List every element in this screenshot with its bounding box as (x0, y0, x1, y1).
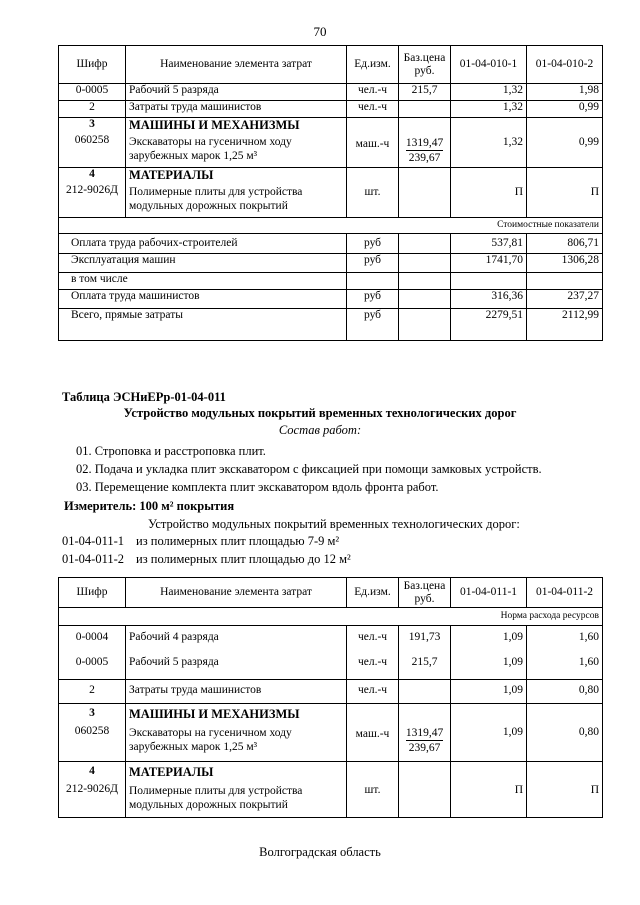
cost-label-row (59, 218, 603, 234)
cost-value-2 (527, 273, 603, 290)
header-col2: 01-04-011-2 (527, 578, 603, 608)
section-title: МАШИНЫ И МЕХАНИЗМЫ (129, 707, 300, 721)
table-row (59, 101, 603, 118)
cost-value-2: 806,71 (527, 234, 603, 254)
cost-unit: руб (347, 290, 399, 309)
cost-value-2: 237,27 (527, 290, 603, 309)
section-title: МАТЕРИАЛЫ (129, 765, 214, 779)
cost-unit: руб (347, 254, 399, 273)
composition-label: Состав работ: (278, 423, 362, 437)
row-value-2: 1,60 (527, 652, 603, 680)
work-step: 03. Перемещение комплекта плит экскаватором вдоль фронта работ. (76, 480, 439, 494)
machine-name: Экскаваторы на гусеничном ходу зарубежных марок 1,25 м³ (129, 136, 292, 162)
header-name: Наименование элемента затрат (126, 46, 347, 84)
machines-row (59, 704, 603, 762)
machine-price-top: 1319,47 (405, 727, 444, 739)
machine-unit: маш.-ч (347, 118, 399, 168)
row-value-1: 1,09 (451, 652, 527, 680)
header-price: Баз.цена руб. (399, 46, 451, 84)
cost-value-1: 2279,51 (451, 309, 527, 341)
row-unit: чел.-ч (347, 626, 399, 652)
material-name: Полимерные плиты для устройства модульных дорожных покрытий (129, 186, 303, 212)
header-col2: 01-04-010-2 (527, 46, 603, 84)
row-name: Рабочий 4 разряда (126, 626, 347, 652)
cost-row (59, 254, 603, 273)
header-unit: Ед.изм. (347, 46, 399, 84)
cost-value-2: 2112,99 (527, 309, 603, 341)
row-value-1: 1,09 (451, 680, 527, 704)
section-number: 3 (89, 707, 95, 719)
machine-price-bottom: 239,67 (408, 742, 441, 754)
row-code: 2 (59, 680, 126, 704)
cost-name: Оплата труда рабочих-строителей (59, 234, 347, 254)
row-price: 191,73 (399, 626, 451, 652)
cost-value-1: 537,81 (451, 234, 527, 254)
material-value-1: П (451, 168, 527, 218)
header-name: Наименование элемента затрат (126, 578, 347, 608)
variant-code: 01-04-011-1 (62, 534, 125, 548)
material-unit: шт. (347, 762, 399, 818)
table-header-row (59, 46, 603, 84)
section-number: 4 (89, 765, 95, 777)
materials-row (59, 168, 603, 218)
cost-unit: руб (347, 309, 399, 341)
machine-value-1: 1,32 (451, 118, 527, 168)
cost-name: Оплата труда машинистов (59, 290, 347, 309)
meter-label: Измеритель: 100 м² покрытия (64, 499, 235, 513)
cost-name: Эксплуатация машин (59, 254, 347, 273)
cost-value-2: 1306,28 (527, 254, 603, 273)
machines-row (59, 118, 603, 168)
header-unit: Ед.изм. (347, 578, 399, 608)
cost-row (59, 234, 603, 254)
machine-value-2: 0,99 (527, 118, 603, 168)
cost-unit (347, 273, 399, 290)
resource-table-2 (58, 577, 603, 818)
variants-intro: Устройство модульных покрытий временных технологических дорог: (148, 517, 520, 531)
table-row (59, 652, 603, 680)
cost-row (59, 290, 603, 309)
cost-name: Всего, прямые затраты (59, 309, 347, 341)
table-row (59, 84, 603, 101)
cost-value-1: 1741,70 (451, 254, 527, 273)
row-name: Рабочий 5 разряда (126, 84, 347, 101)
row-value-2: 1,98 (527, 84, 603, 101)
material-unit: шт. (347, 168, 399, 218)
row-value-2: 0,80 (527, 680, 603, 704)
row-unit: чел.-ч (347, 652, 399, 680)
row-value-2: 1,60 (527, 626, 603, 652)
machine-value-1: 1,09 (451, 704, 527, 762)
machine-code: 060258 (74, 725, 110, 737)
material-value-2: П (527, 168, 603, 218)
row-value-1: 1,32 (451, 101, 527, 118)
cost-value-1 (451, 273, 527, 290)
section-title: Устройство модульных покрытий временных технологических дорог (123, 406, 517, 420)
machine-value-2: 0,80 (527, 704, 603, 762)
row-name: Затраты труда машинистов (126, 101, 347, 118)
material-value-2: П (527, 762, 603, 818)
section-title: МАТЕРИАЛЫ (129, 168, 214, 182)
row-code: 0-0004 (59, 626, 126, 652)
norm-label: Норма расхода ресурсов (59, 608, 603, 626)
resource-table-1 (58, 45, 603, 341)
work-step: 02. Подача и укладка плит экскаватором с фиксацией при помощи замковых устройств. (76, 462, 542, 476)
material-name: Полимерные плиты для устройства модульных дорожных покрытий (129, 785, 303, 811)
row-unit: чел.-ч (347, 84, 399, 101)
materials-row (59, 762, 603, 818)
table-header-row (59, 578, 603, 608)
machine-unit: маш.-ч (347, 704, 399, 762)
work-step: 01. Строповка и расстроповка плит. (76, 444, 266, 458)
cost-row (59, 273, 603, 290)
row-price: 215,7 (399, 652, 451, 680)
header-col1: 01-04-010-1 (451, 46, 527, 84)
table-row (59, 626, 603, 652)
row-value-2: 0,99 (527, 101, 603, 118)
header-code: Шифр (59, 46, 126, 84)
table-row (59, 680, 603, 704)
row-unit: чел.-ч (347, 680, 399, 704)
row-name: Затраты труда машинистов (126, 680, 347, 704)
variant-code: 01-04-011-2 (62, 552, 125, 566)
norm-label-row (59, 608, 603, 626)
row-value-1: 1,32 (451, 84, 527, 101)
table-label: Таблица ЭСНиЕРр-01-04-011 (62, 390, 226, 404)
material-code: 212-9026Д (66, 783, 118, 795)
header-price: Баз.цена руб. (399, 578, 451, 608)
header-col1: 01-04-011-1 (451, 578, 527, 608)
machine-name: Экскаваторы на гусеничном ходу зарубежных марок 1,25 м³ (129, 727, 292, 753)
section-title: МАШИНЫ И МЕХАНИЗМЫ (129, 118, 300, 132)
cost-name: в том числе (59, 273, 347, 290)
row-value-1: 1,09 (451, 626, 527, 652)
cost-indicators-label: Стоимостные показатели (59, 218, 603, 234)
row-code: 0-0005 (59, 84, 126, 101)
row-price (399, 101, 451, 118)
row-code: 2 (59, 101, 126, 118)
section-number: 4 (89, 168, 95, 180)
cost-value-1: 316,36 (451, 290, 527, 309)
row-name: Рабочий 5 разряда (126, 652, 347, 680)
cost-unit: руб (347, 234, 399, 254)
machine-price-bottom: 239,67 (408, 152, 441, 164)
row-price: 215,7 (399, 84, 451, 101)
variant-text: из полимерных плит площадью 7-9 м² (136, 534, 340, 548)
cost-row (59, 309, 603, 341)
variant-text: из полимерных плит площадью до 12 м² (136, 552, 351, 566)
page-number: 70 (313, 24, 327, 39)
header-code: Шифр (59, 578, 126, 608)
machine-price-top: 1319,47 (405, 137, 444, 149)
row-code: 0-0005 (59, 652, 126, 680)
section-number: 3 (89, 118, 95, 130)
footer-region: Волгоградская область (259, 845, 381, 859)
machine-code: 060258 (74, 134, 110, 146)
row-unit: чел.-ч (347, 101, 399, 118)
material-code: 212-9026Д (66, 184, 118, 196)
material-value-1: П (451, 762, 527, 818)
